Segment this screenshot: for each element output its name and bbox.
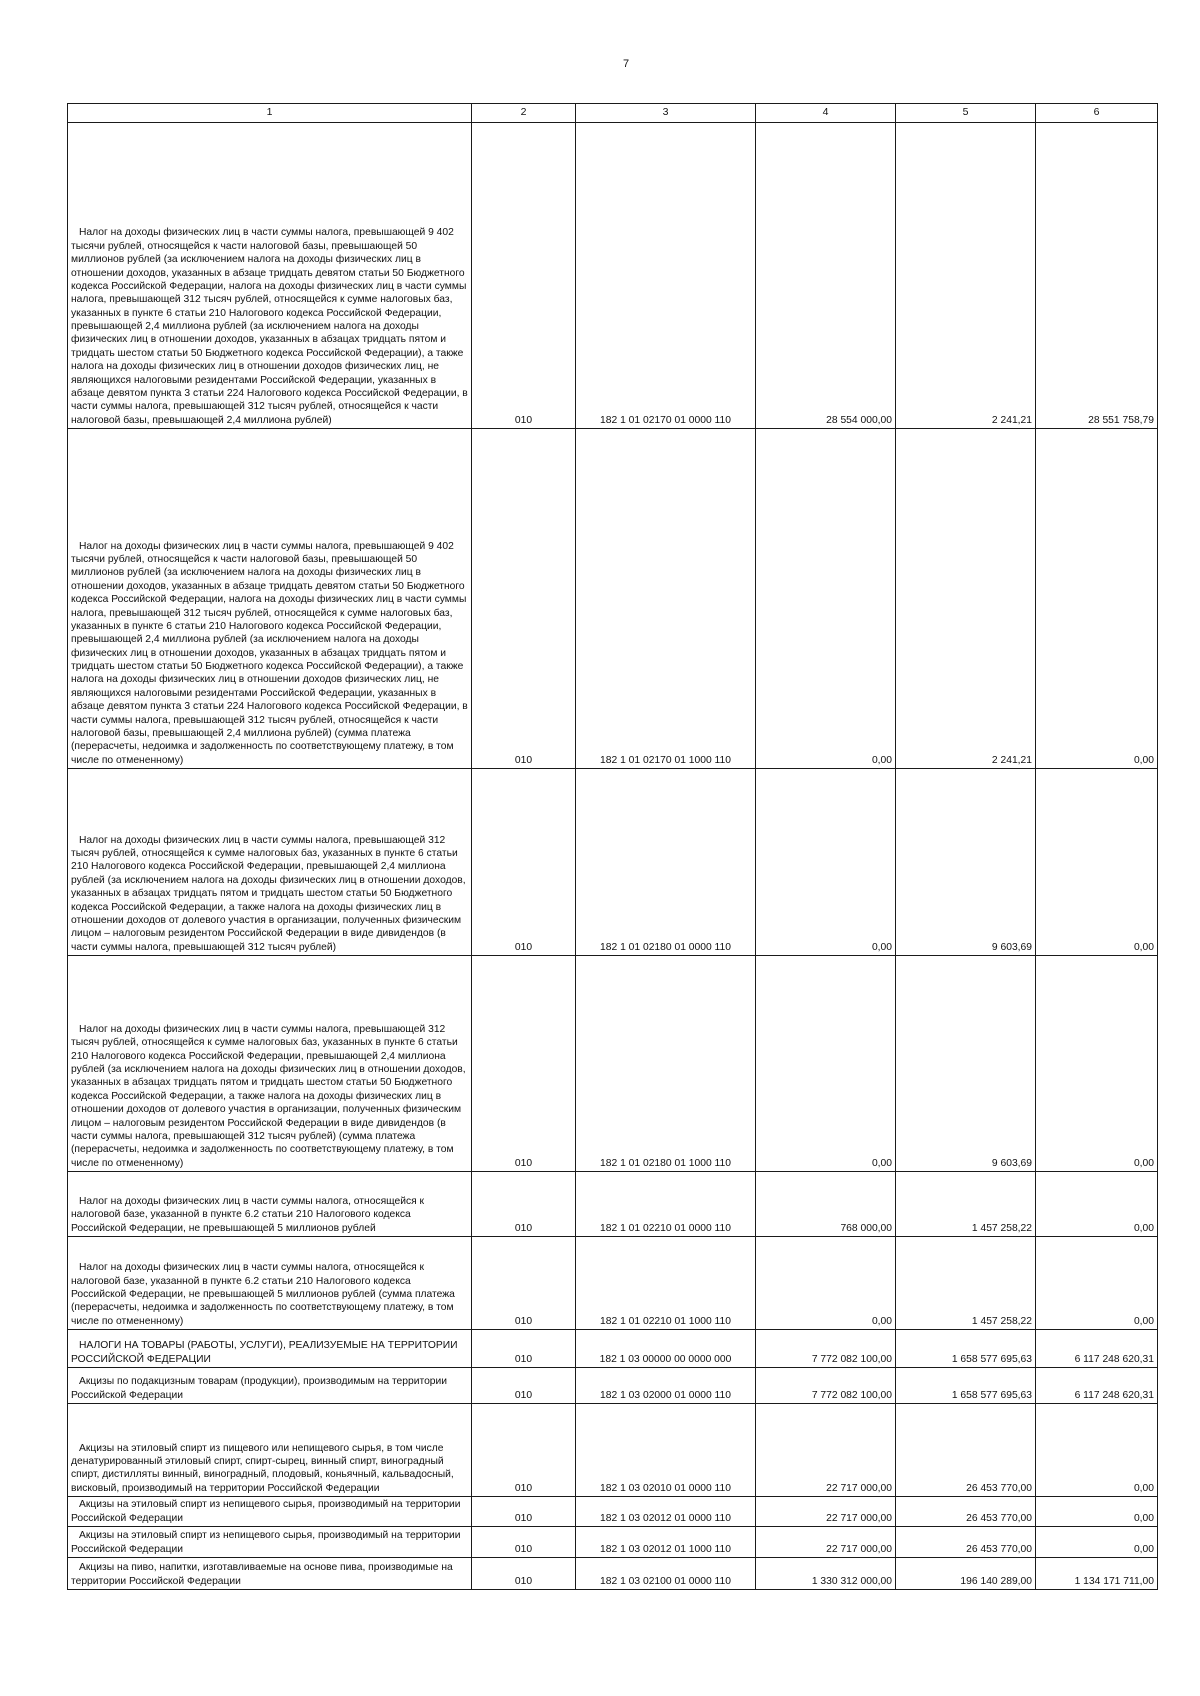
row-col4-value: 22 717 000,00 bbox=[756, 1527, 896, 1558]
row-col6-value: 0,00 bbox=[1036, 769, 1158, 956]
row-kbk: 182 1 01 02210 01 0000 110 bbox=[576, 1172, 756, 1237]
table-row bbox=[68, 769, 1158, 956]
header-col-3: 3 bbox=[576, 104, 756, 123]
row-col5-value: 1 457 258,22 bbox=[896, 1172, 1036, 1237]
row-col4-value: 28 554 000,00 bbox=[756, 123, 896, 429]
table-row bbox=[68, 123, 1158, 429]
table-row bbox=[68, 1368, 1158, 1404]
row-col5-value: 1 658 577 695,63 bbox=[896, 1330, 1036, 1368]
row-code: 010 bbox=[472, 1237, 576, 1330]
row-col6-value: 0,00 bbox=[1036, 1404, 1158, 1497]
header-col-5: 5 bbox=[896, 104, 1036, 123]
row-name: Акцизы по подакцизным товарам (продукции), производимым на территории Российской Федерации bbox=[68, 1368, 472, 1404]
row-kbk: 182 1 03 02012 01 1000 110 bbox=[576, 1527, 756, 1558]
header-col-6: 6 bbox=[1036, 104, 1158, 123]
row-col4-value: 1 330 312 000,00 bbox=[756, 1558, 896, 1590]
row-kbk: 182 1 01 02180 01 1000 110 bbox=[576, 956, 756, 1172]
row-col4-value: 768 000,00 bbox=[756, 1172, 896, 1237]
row-kbk: 182 1 03 02010 01 0000 110 bbox=[576, 1404, 756, 1497]
table-row bbox=[68, 429, 1158, 769]
row-name: Налог на доходы физических лиц в части суммы налога, превышающей 9 402 тысячи рублей, относящейся к части налоговой базы, превышающей 50 миллионов рублей (за исключением налога на доходы физических лиц в отношении доходов, указанных в абзаце тридцать девятом статьи 50 Бюджетного кодекса Российской Федерации, налога на доходы физических лиц в части суммы налога, превышающей 312 тысяч рублей, относящейся к сумме налоговых баз, указанных в пункте 6 статьи 210 Налогового кодекса Российской Федерации, превышающей 2,4 миллиона рублей (за исключением налога на доходы физических лиц в отношении доходов, указанных в абзацах тридцать пятом и тридцать шестом статьи 50 Бюджетного кодекса Российской Федерации), а также налога на доходы физических лиц в отношении доходов физических лиц, не являющихся налоговыми резидентами Российской Федерации, указанных в абзаце девятом пункта 3 статьи 224 Налогового кодекса Российской Федерации, в части суммы налога, превышающей 312 тысяч рублей, относящейся к части налоговой базы, превышающей 2,4 миллиона рублей) (сумма платежа (перерасчеты, недоимка и задолженность по соответствующему платежу, в том числе по отмененному) bbox=[68, 429, 472, 769]
row-col4-value: 0,00 bbox=[756, 1237, 896, 1330]
table-row bbox=[68, 1237, 1158, 1330]
table-row bbox=[68, 956, 1158, 1172]
row-code: 010 bbox=[472, 956, 576, 1172]
row-name: Налог на доходы физических лиц в части суммы налога, относящейся к налоговой базе, указанной в пункте 6.2 статьи 210 Налогового кодекса Российской Федерации, не превышающей 5 миллионов рублей (сумма платежа (перерасчеты, недоимка и задолженность по соответствующему платежу, в том числе по отмененному) bbox=[68, 1237, 472, 1330]
row-name: Акцизы на этиловый спирт из непищевого сырья, производимый на территории Российской Федерации bbox=[68, 1527, 472, 1558]
row-kbk: 182 1 01 02170 01 1000 110 bbox=[576, 429, 756, 769]
row-col6-value: 0,00 bbox=[1036, 1527, 1158, 1558]
header-col-2: 2 bbox=[472, 104, 576, 123]
row-kbk: 182 1 03 02100 01 0000 110 bbox=[576, 1558, 756, 1590]
row-col5-value: 2 241,21 bbox=[896, 123, 1036, 429]
row-col5-value: 196 140 289,00 bbox=[896, 1558, 1036, 1590]
row-col6-value: 0,00 bbox=[1036, 956, 1158, 1172]
row-code: 010 bbox=[472, 769, 576, 956]
row-col4-value: 7 772 082 100,00 bbox=[756, 1368, 896, 1404]
row-name: Акцизы на этиловый спирт из пищевого или непищевого сырья, в том числе денатурированный этиловый спирт, спирт-сырец, винный спирт, виноградный спирт, дистилляты винный, виноградный, плодовый, коньячный, кальвадосный, висковый, производимый на территории Российской Федерации bbox=[68, 1404, 472, 1497]
row-col6-value: 6 117 248 620,31 bbox=[1036, 1368, 1158, 1404]
row-col4-value: 7 772 082 100,00 bbox=[756, 1330, 896, 1368]
row-col4-value: 0,00 bbox=[756, 769, 896, 956]
revenue-table bbox=[67, 103, 1158, 1590]
table-row bbox=[68, 1172, 1158, 1237]
row-code: 010 bbox=[472, 1558, 576, 1590]
table-row bbox=[68, 1558, 1158, 1590]
table-row bbox=[68, 1527, 1158, 1558]
page-number: 7 bbox=[622, 58, 630, 70]
row-col6-value: 28 551 758,79 bbox=[1036, 123, 1158, 429]
row-col4-value: 0,00 bbox=[756, 429, 896, 769]
row-name: Налог на доходы физических лиц в части суммы налога, превышающей 312 тысяч рублей, относящейся к сумме налоговых баз, указанных в пункте 6 статьи 210 Налогового кодекса Российской Федерации, превышающей 2,4 миллиона рублей (за исключением налога на доходы физических лиц в отношении доходов, указанных в абзацах тридцать пятом и тридцать шестом статьи 50 Бюджетного кодекса Российской Федерации, а также налога на доходы физических лиц в отношении доходов от долевого участия в организации, полученных физическим лицом – налоговым резидентом Российской Федерации в виде дивидендов (в части суммы налога, превышающей 312 тысяч рублей) (сумма платежа (перерасчеты, недоимка и задолженность по соответствующему платежу, в том числе по отмененному) bbox=[68, 956, 472, 1172]
row-code: 010 bbox=[472, 1368, 576, 1404]
row-col6-value: 0,00 bbox=[1036, 429, 1158, 769]
row-name: НАЛОГИ НА ТОВАРЫ (РАБОТЫ, УСЛУГИ), РЕАЛИЗУЕМЫЕ НА ТЕРРИТОРИИ РОССИЙСКОЙ ФЕДЕРАЦИИ bbox=[68, 1330, 472, 1368]
header-row bbox=[68, 104, 1158, 123]
row-code: 010 bbox=[472, 1330, 576, 1368]
row-col6-value: 0,00 bbox=[1036, 1172, 1158, 1237]
row-col6-value: 6 117 248 620,31 bbox=[1036, 1330, 1158, 1368]
row-col5-value: 26 453 770,00 bbox=[896, 1527, 1036, 1558]
row-code: 010 bbox=[472, 429, 576, 769]
row-kbk: 182 1 03 00000 00 0000 000 bbox=[576, 1330, 756, 1368]
row-col5-value: 26 453 770,00 bbox=[896, 1404, 1036, 1497]
row-col6-value: 0,00 bbox=[1036, 1497, 1158, 1527]
table-row bbox=[68, 1497, 1158, 1527]
row-name: Налог на доходы физических лиц в части суммы налога, превышающей 312 тысяч рублей, относящейся к сумме налоговых баз, указанных в пункте 6 статьи 210 Налогового кодекса Российской Федерации, превышающей 2,4 миллиона рублей (за исключением налога на доходы физических лиц в отношении доходов, указанных в абзацах тридцать пятом и тридцать шестом статьи 50 Бюджетного кодекса Российской Федерации, а также налога на доходы физических лиц в отношении доходов от долевого участия в организации, полученных физическим лицом – налоговым резидентом Российской Федерации в виде дивидендов (в части суммы налога, превышающей 312 тысяч рублей) bbox=[68, 769, 472, 956]
header-col-1: 1 bbox=[68, 104, 472, 123]
row-name: Налог на доходы физических лиц в части суммы налога, относящейся к налоговой базе, указанной в пункте 6.2 статьи 210 Налогового кодекса Российской Федерации, не превышающей 5 миллионов рублей bbox=[68, 1172, 472, 1237]
table-row bbox=[68, 1404, 1158, 1497]
row-name: Акцизы на этиловый спирт из непищевого сырья, производимый на территории Российской Федерации bbox=[68, 1497, 472, 1527]
table-row bbox=[68, 1330, 1158, 1368]
row-name: Налог на доходы физических лиц в части суммы налога, превышающей 9 402 тысячи рублей, относящейся к части налоговой базы, превышающей 50 миллионов рублей (за исключением налога на доходы физических лиц в отношении доходов, указанных в абзаце тридцать девятом статьи 50 Бюджетного кодекса Российской Федерации, налога на доходы физических лиц в части суммы налога, превышающей 312 тысяч рублей, относящейся к сумме налоговых баз, указанных в пункте 6 статьи 210 Налогового кодекса Российской Федерации, превышающей 2,4 миллиона рублей (за исключением налога на доходы физических лиц в отношении доходов, указанных в абзацах тридцать пятом и тридцать шестом статьи 50 Бюджетного кодекса Российской Федерации), а также налога на доходы физических лиц в отношении доходов физических лиц, не являющихся налоговыми резидентами Российской Федерации, указанных в абзаце девятом пункта 3 статьи 224 Налогового кодекса Российской Федерации, в части суммы налога, превышающей 312 тысяч рублей, относящейся к части налоговой базы, превышающей 2,4 миллиона рублей) bbox=[68, 123, 472, 429]
row-code: 010 bbox=[472, 1497, 576, 1527]
row-col4-value: 22 717 000,00 bbox=[756, 1497, 896, 1527]
row-col5-value: 2 241,21 bbox=[896, 429, 1036, 769]
row-col5-value: 26 453 770,00 bbox=[896, 1497, 1036, 1527]
row-col5-value: 1 457 258,22 bbox=[896, 1237, 1036, 1330]
row-col5-value: 9 603,69 bbox=[896, 769, 1036, 956]
row-kbk: 182 1 01 02180 01 0000 110 bbox=[576, 769, 756, 956]
row-code: 010 bbox=[472, 1404, 576, 1497]
row-kbk: 182 1 03 02012 01 0000 110 bbox=[576, 1497, 756, 1527]
row-col6-value: 0,00 bbox=[1036, 1237, 1158, 1330]
row-col4-value: 0,00 bbox=[756, 956, 896, 1172]
row-name: Акцизы на пиво, напитки, изготавливаемые на основе пива, производимые на территории Российской Федерации bbox=[68, 1558, 472, 1590]
row-code: 010 bbox=[472, 1527, 576, 1558]
row-code: 010 bbox=[472, 1172, 576, 1237]
row-kbk: 182 1 01 02210 01 1000 110 bbox=[576, 1237, 756, 1330]
header-col-4: 4 bbox=[756, 104, 896, 123]
row-kbk: 182 1 03 02000 01 0000 110 bbox=[576, 1368, 756, 1404]
row-col4-value: 22 717 000,00 bbox=[756, 1404, 896, 1497]
row-code: 010 bbox=[472, 123, 576, 429]
row-kbk: 182 1 01 02170 01 0000 110 bbox=[576, 123, 756, 429]
row-col6-value: 1 134 171 711,00 bbox=[1036, 1558, 1158, 1590]
row-col5-value: 1 658 577 695,63 bbox=[896, 1368, 1036, 1404]
row-col5-value: 9 603,69 bbox=[896, 956, 1036, 1172]
